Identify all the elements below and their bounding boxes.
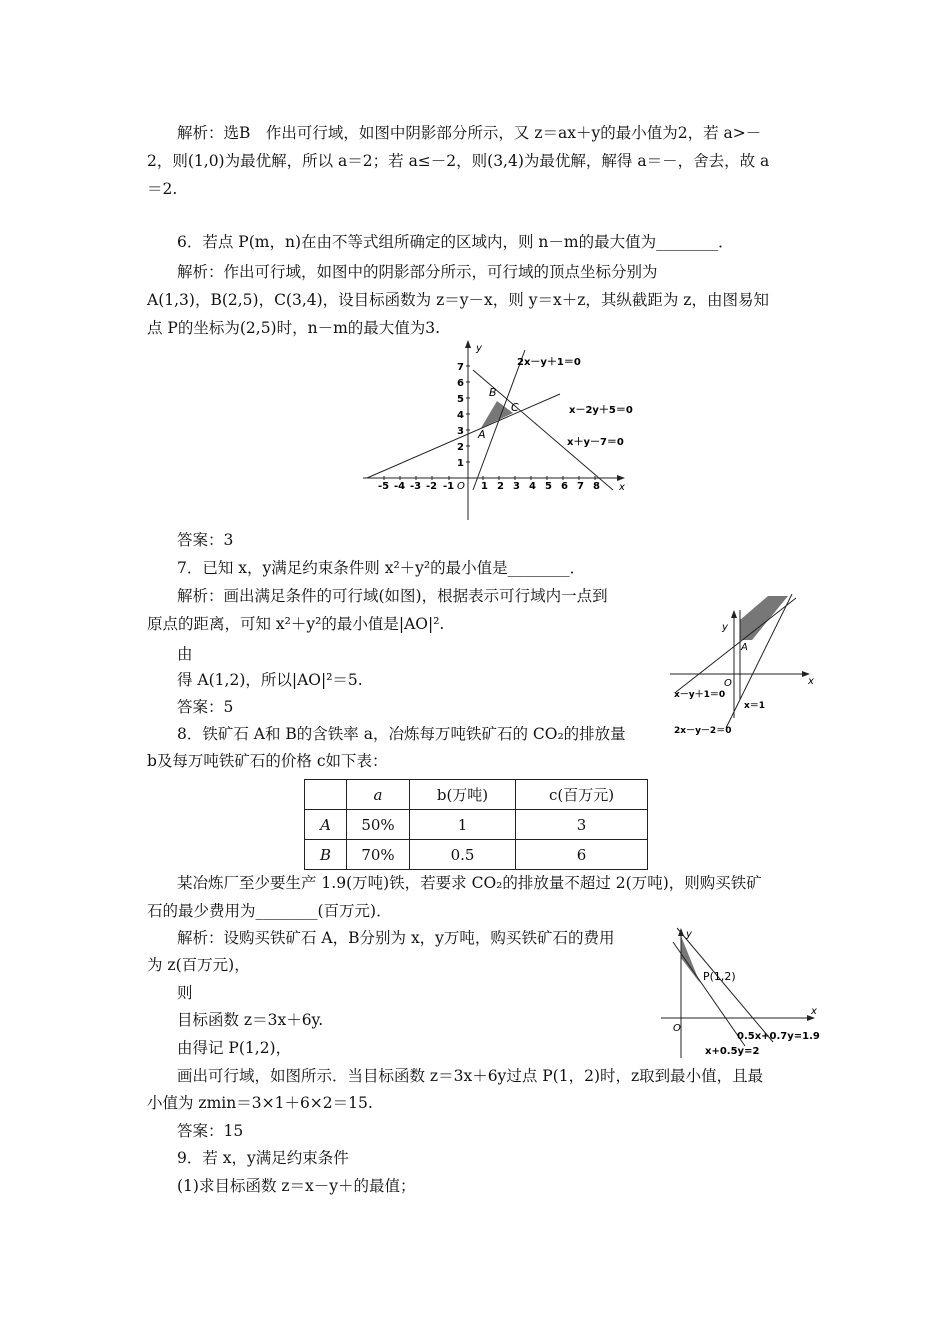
y-tick-label: 2	[457, 442, 464, 453]
table-cell	[305, 780, 347, 810]
p7-sol2: 原点的距离，可知 x²＋y²的最小值是|AO|².	[147, 615, 445, 633]
line-label: 2x－y＋1＝0	[517, 357, 581, 368]
p5-line3: ＝2.	[147, 180, 178, 198]
p6-question: 6．若点 P(m，n)在由不等式组所确定的区域内，则 n－m的最大值为________．	[177, 233, 734, 251]
x-tick-label: -4	[394, 481, 406, 492]
x-tick-label: 2	[497, 481, 504, 492]
p8-sol2: 为 z(百万元)，	[147, 956, 250, 974]
y-tick-label: 6	[457, 378, 464, 389]
y-axis-label: y	[722, 622, 728, 633]
table-header-cell: b(万吨)	[410, 780, 516, 810]
origin-label: O	[457, 481, 465, 492]
table-cell: A	[305, 810, 347, 840]
y-axis-label: y	[686, 929, 692, 940]
x-tick-label: 3	[513, 481, 520, 492]
p8-sol5: 由得记 P(1,2)，	[177, 1039, 292, 1057]
x-tick-label: 1	[481, 481, 488, 492]
y-axis-arrow	[731, 610, 737, 618]
p8-answer: 答案：15	[177, 1122, 244, 1140]
p6-sol3: 点 P的坐标为(2,5)时，n－m的最大值为3.	[147, 319, 441, 337]
p8-sol4: 目标函数 z＝3x＋6y.	[177, 1011, 324, 1029]
p6-answer: 答案：3	[177, 531, 234, 549]
x-tick-label: -1	[443, 481, 455, 492]
p8-q1: 8．铁矿石 A和 B的含铁率 a，冶炼每万吨铁矿石的 CO₂的排放量	[177, 725, 626, 743]
y-tick-label: 5	[457, 394, 464, 405]
x-tick-label: 7	[577, 481, 584, 492]
table-row	[305, 840, 648, 870]
p8-sol1: 解析：设购买铁矿石 A，B分别为 x，y万吨，购买铁矿石的费用	[177, 929, 615, 947]
line-x-y+1	[676, 598, 796, 692]
x-tick-label: -3	[410, 481, 422, 492]
x-axis-label: x	[808, 676, 814, 687]
p7-sol1: 解析：画出满足条件的可行域(如图)，根据表示可行域内一点到	[177, 587, 608, 605]
x-axis-arrow	[617, 475, 625, 481]
table-cell: 70%	[347, 840, 410, 870]
table-header-row	[305, 780, 648, 810]
y-tick-label: 1	[457, 458, 464, 469]
x-tick-label: 4	[529, 481, 536, 492]
table-cell: B	[305, 840, 347, 870]
y-axis-label: y	[476, 343, 482, 354]
p7-sol3: 由	[177, 645, 193, 663]
ore-table	[304, 779, 648, 870]
x-axis-label: x	[619, 482, 625, 493]
p8-sol6: 画出可行域，如图所示．当目标函数 z＝3x＋6y过点 P(1，2)时，z取到最小值，且最	[177, 1067, 764, 1085]
figure-problem6	[355, 338, 635, 523]
point-A-label: A	[741, 642, 748, 653]
table-cell: 50%	[347, 810, 410, 840]
feasible-region	[740, 596, 788, 640]
x-axis-label: x	[811, 1006, 817, 1017]
p8-q3: 某冶炼厂至少要生产 1.9(万吨)铁，若要求 CO₂的排放量不超过 2(万吨)，则购买铁矿	[177, 874, 762, 892]
p9-question: 9．若 x，y满足约束条件	[177, 1149, 349, 1167]
line-label: x＝1	[744, 701, 766, 711]
p7-question: 7．已知 x，y满足约束条件则 x²＋y²的最小值是________．	[177, 559, 586, 577]
origin-label: O	[724, 678, 732, 689]
p8-sol3: 则	[177, 984, 193, 1002]
line-label: x－y＋1＝0	[674, 690, 726, 700]
line-x+0.5y=2	[673, 942, 745, 1046]
line-label: x+0.5y=2	[705, 1046, 760, 1057]
line-0.5x+0.7y=1.9	[677, 928, 773, 1042]
y-axis-arrow	[465, 340, 471, 348]
figure-problem7	[668, 588, 828, 740]
point-B-label: B	[489, 386, 497, 399]
y-tick-label: 3	[457, 426, 464, 437]
feasible-region	[681, 936, 700, 983]
point-A-label: A	[478, 428, 486, 441]
x-tick-label: -5	[378, 481, 390, 492]
table-header-cell: a	[347, 780, 410, 810]
p7-sol4: 得 A(1,2)，所以|AO|²＝5.	[177, 671, 363, 689]
p5-line2: 2，则(1,0)为最优解，所以 a＝2；若 a≤－2，则(3,4)为最优解，解得 a＝－，舍去，故 a	[147, 152, 770, 170]
x-tick-label: -2	[426, 481, 438, 492]
line-label: x－2y＋5＝0	[569, 405, 633, 416]
figure-problem8	[655, 924, 830, 1060]
point-C-label: C	[511, 401, 519, 414]
p6-sol2: A(1,3)，B(2,5)，C(3,4)，设目标函数为 z＝y－x，则 y＝x＋z，其纵截距为 z，由图易知	[147, 291, 769, 309]
table-row	[305, 810, 648, 840]
p7-answer: 答案：5	[177, 698, 234, 716]
y-tick-label: 7	[457, 362, 464, 373]
line-label: x＋y－7＝0	[567, 437, 624, 448]
y-tick-label: 4	[457, 410, 464, 421]
line-2x-y+1	[473, 350, 525, 490]
p8-q2: b及每万吨铁矿石的价格 c如下表：	[147, 752, 388, 770]
table-cell: 3	[516, 810, 648, 840]
table-cell: 6	[516, 840, 648, 870]
x-tick-label: 5	[545, 481, 552, 492]
x-tick-label: 8	[593, 481, 600, 492]
origin-label: O	[673, 1023, 681, 1034]
p5-line1: 解析：选B 作出可行域，如图中阴影部分所示，又 z＝ax＋y的最小值为2，若 a>－	[177, 124, 762, 142]
p8-q4: 石的最少费用为________(百万元)．	[147, 902, 392, 920]
p6-sol1: 解析：作出可行域，如图中的阴影部分所示，可行域的顶点坐标分别为	[177, 263, 658, 281]
point-P-label: P(1,2)	[703, 970, 736, 983]
p8-sol7: 小值为 zmin＝3×1＋6×2＝15.	[147, 1094, 373, 1112]
table-cell: 0.5	[410, 840, 516, 870]
table-cell: 1	[410, 810, 516, 840]
x-tick-label: 6	[561, 481, 568, 492]
p9-part1: (1)求目标函数 z＝x－y＋的最值；	[177, 1177, 416, 1195]
table-header-cell: c(百万元)	[516, 780, 648, 810]
line-label: 2x－y－2＝0	[674, 726, 732, 736]
line-label: 0.5x+0.7y=1.9	[737, 1031, 820, 1042]
